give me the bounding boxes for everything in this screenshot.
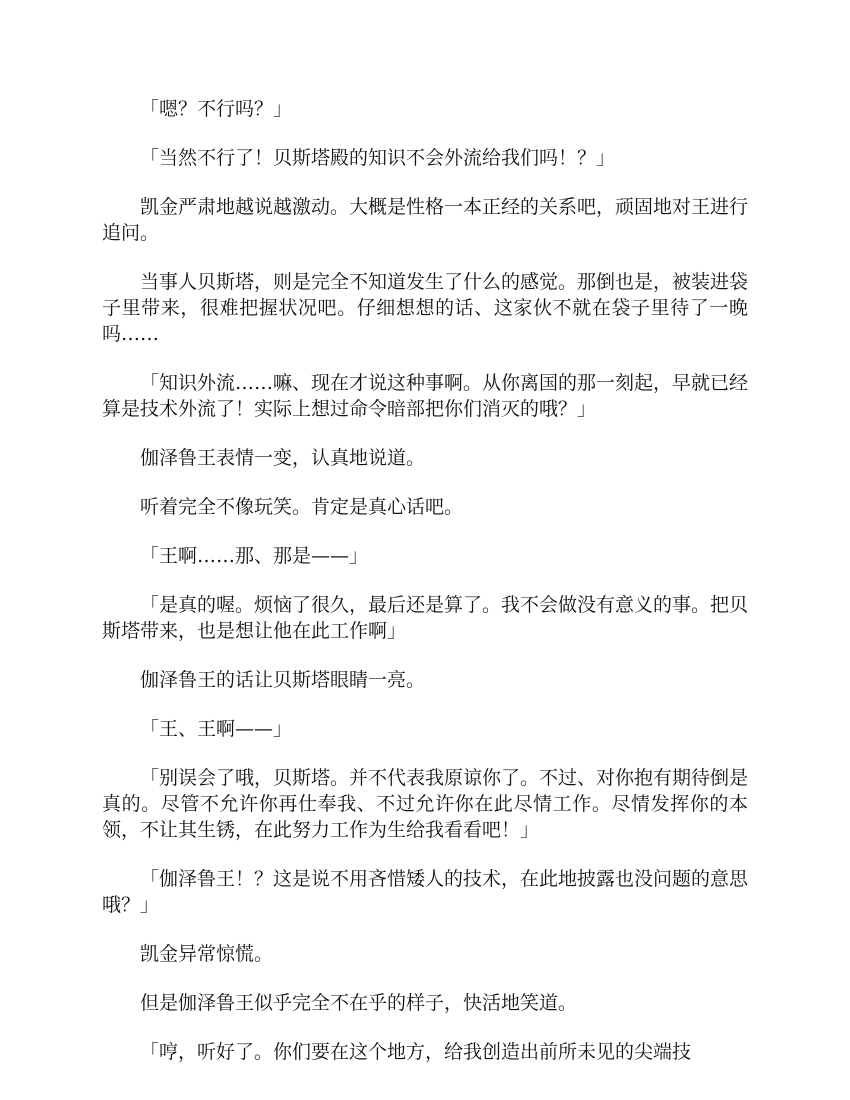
paragraph: 「当然不行了！贝斯塔殿的知识不会外流给我们吗！？」 <box>140 147 616 169</box>
paragraph: 「王、王啊——」 <box>140 718 293 740</box>
paragraph: 「嗯？不行吗？」 <box>140 98 293 120</box>
paragraph: 伽泽鲁王表情一变，认真地说道。 <box>140 447 426 469</box>
paragraph: 当事人贝斯塔，则是完全不知道发生了什么的感觉。那倒也是，被装进袋子里带来，很难把握状况吧。仔细想想的话、这家伙不就在袋子里待了一晚吗…… <box>102 271 749 345</box>
paragraph: 「知识外流……嘛、现在才说这种事啊。从你离国的那一刻起，早就已经算是技术外流了！实际上想过命令暗部把你们消灭的哦？」 <box>102 372 749 420</box>
paragraph: 「别误会了哦，贝斯塔。并不代表我原谅你了。不过、对你抱有期待倒是真的。尽管不允许你再仕奉我、不过允许你在此尽情工作。尽情发挥你的本领，不让其生锈，在此努力工作为生给我看看吧！」 <box>102 767 749 841</box>
body-text <box>102 96 748 1088</box>
paragraph: 但是伽泽鲁王似乎完全不在乎的样子，快活地笑道。 <box>140 992 578 1014</box>
paragraph: 凯金严肃地越说越激动。大概是性格一本正经的关系吧，顽固地对王进行追问。 <box>102 196 749 244</box>
paragraph: 「伽泽鲁王！？这是说不用吝惜矮人的技术，在此地披露也没问题的意思哦？」 <box>102 868 749 916</box>
paragraph: 「王啊……那、那是——」 <box>140 545 369 567</box>
paragraph: 「哼，听好了。你们要在这个地方，给我创造出前所未见的尖端技 <box>140 1041 692 1063</box>
paragraph: 伽泽鲁王的话让贝斯塔眼睛一亮。 <box>140 669 426 691</box>
paragraph: 「是真的喔。烦恼了很久，最后还是算了。我不会做没有意义的事。把贝斯塔带来，也是想让他在此工作啊」 <box>102 594 749 642</box>
paragraph: 听着完全不像玩笑。肯定是真心话吧。 <box>140 496 464 518</box>
paragraph: 凯金异常惊慌。 <box>140 943 274 965</box>
